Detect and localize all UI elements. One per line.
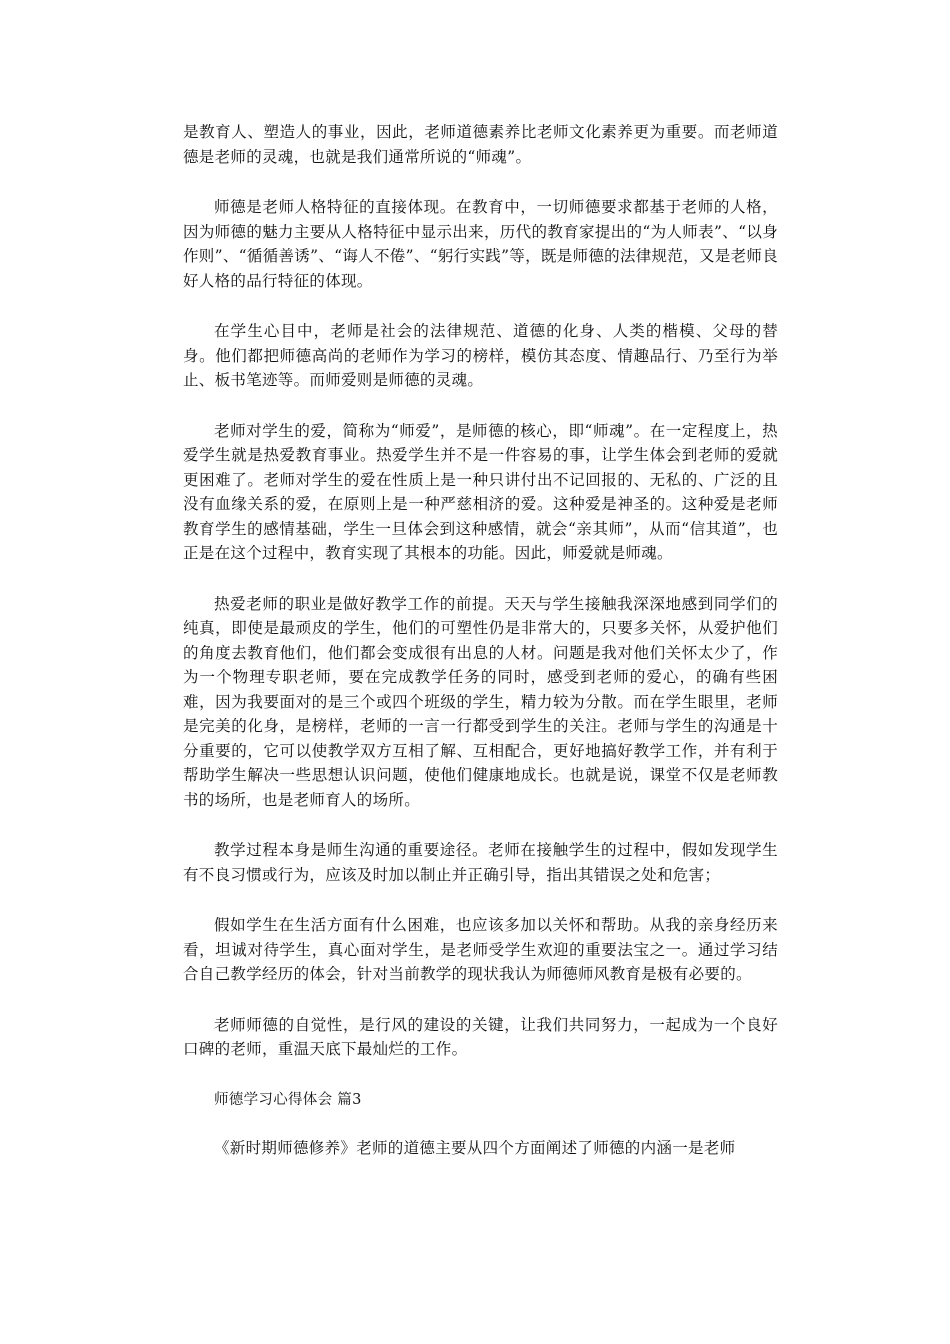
paragraph-3: 老师对学生的爱，简称为“师爱”，是师德的核心，即“师魂”。在一定程度上，热爱学生就是热爱教育事业。热爱学生并不是一件容易的事，让学生体会到老师的爱就更困难了。老师对学生的爱在性质上是一种只讲付出不记回报的、无私的、广泛的且没有血缘关系的爱，在原则上是一种严慈相济的爱。这种爱是神圣的。这种爱是老师教育学生的感情基础，学生一旦体会到这种感情，就会“亲其师”，从而“信其道”，也正是在这个过程中，教育实现了其根本的功能。因此，师爱就是师魂。 [183,421,778,562]
section-heading: 师德学习心得体会 篇3 [214,1091,362,1108]
document-body [183,120,778,1187]
paragraph-6: 假如学生在生活方面有什么困难，也应该多加以关怀和帮助。从我的亲身经历来看，坦诚对待学生，真心面对学生，是老师受学生欢迎的重要法宝之一。通过学习结合自己教学经历的体会，针对当前教学的现状我认为师德师风教育是极有必要的。 [183,916,778,983]
paragraph-1: 师德是老师人格特征的直接体现。在教育中，一切师德要求都基于老师的人格，因为师德的魅力主要从人格特征中显示出来，历代的教育家提出的“为人师表”、“以身作则”、“循循善诱”、“诲人不倦”、“躬行实践”等，既是师德的法律规范，又是老师良好人格的品行特征的体现。 [183,198,778,290]
paragraph-5: 教学过程本身是师生沟通的重要途径。老师在接触学生的过程中，假如发现学生有不良习惯或行为，应该及时加以制止并正确引导，指出其错误之处和危害； [183,841,778,884]
paragraph-7: 老师师德的自觉性，是行风的建设的关键，让我们共同努力，一起成为一个良好口碑的老师，重温天底下最灿烂的工作。 [183,1015,778,1058]
paragraph-4: 热爱老师的职业是做好教学工作的前提。天天与学生接触我深深地感到同学们的纯真，即使是最顽皮的学生，他们的可塑性仍是非常大的，只要多关怀，从爱护他们的角度去教育他们，他们都会变成很有出息的人材。问题是我对他们关怀太少了，作为一个物理专职老师，要在完成教学任务的同时，感受到老师的爱心，的确有些困难，因为我要面对的是三个或四个班级的学生，精力较为分散。而在学生眼里，老师是完美的化身，是榜样，老师的一言一行都受到学生的关注。老师与学生的沟通是十分重要的，它可以使教学双方互相了解、互相配合，更好地搞好教学工作，并有利于帮助学生解决一些思想认识问题，使他们健康地成长。也就是说，课堂不仅是老师教书的场所，也是老师育人的场所。 [183,594,778,809]
paragraph-last: 《新时期师德修养》老师的道德主要从四个方面阐述了师德的内涵一是老师 [214,1139,736,1157]
paragraph-2: 在学生心目中，老师是社会的法律规范、道德的化身、人类的楷模、父母的替身。他们都把师德高尚的老师作为学习的榜样，模仿其态度、情趣品行、乃至行为举止、板书笔迹等。而师爱则是师德的灵魂。 [183,322,778,389]
paragraph-0: 是教育人、塑造人的事业，因此，老师道德素养比老师文化素养更为重要。而老师道德是老师的灵魂，也就是我们通常所说的“师魂”。 [183,123,778,166]
